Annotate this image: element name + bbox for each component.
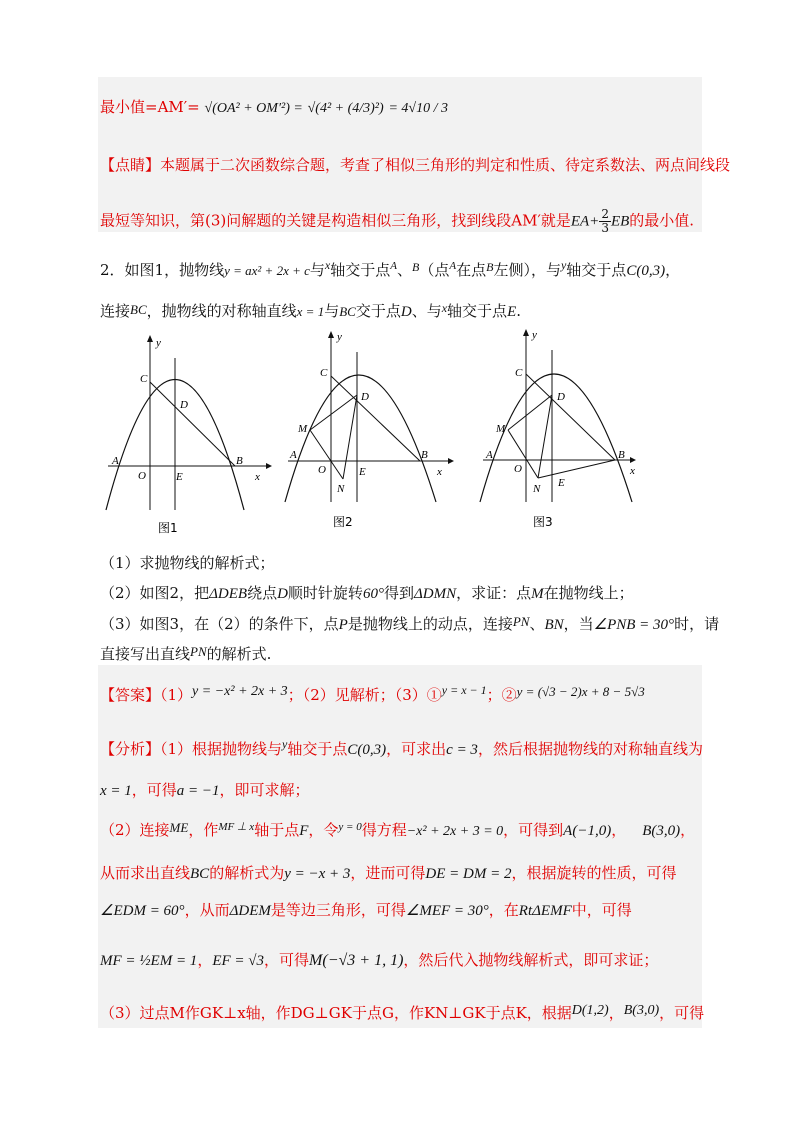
fig1-caption: 图1 [158, 521, 178, 535]
fig3-segment-mn [508, 430, 538, 478]
fig1-label-c: C [140, 373, 148, 385]
answer-parabola: y = −x² + 2x + 3 [192, 684, 288, 699]
fig2-label-o: O [318, 464, 326, 476]
analysis-text: 的解析式为 [209, 864, 285, 882]
fig2-segment-bc [331, 376, 420, 461]
point-b-coord: B(3,0) [642, 823, 681, 839]
problem-text: . [516, 302, 522, 320]
analysis-line-1 [100, 737, 703, 759]
comment-line-2-text: 最短等知识，第(3)问解题的关键是构造相似三角形，找到线段AM′就是 [100, 211, 571, 230]
fig1-segment-bc [150, 382, 235, 466]
point-c: C(0,3) [347, 742, 387, 758]
fig2-label-e: E [359, 466, 366, 478]
fig3-y-arrow [523, 329, 529, 336]
problem-line-1: 2．如图1，抛物线y = ax² + 2x + c与$^x$轴交于点$^A$、$^B$（点$^A$在点$^B$左侧），与$^y$轴交于点C(0,3)， [100, 258, 681, 279]
point-d: D [400, 304, 412, 320]
mf-eq: MF = ½EM = 1 [100, 953, 198, 969]
fig3-label-a: A [486, 449, 493, 461]
analysis-text: ，根据旋转的性质，可得 [511, 864, 677, 882]
point-m: M [531, 586, 544, 602]
de-dm-eq: DE = DM = 2 [425, 866, 512, 882]
fig2-label-d: D [361, 391, 369, 403]
analysis-text: ，可得 [659, 1004, 705, 1022]
problem-text: 交于点 [355, 302, 401, 320]
point-p: P [338, 617, 348, 633]
point-a: A [390, 260, 397, 272]
angle-pnb: ∠PNB = 30° [593, 617, 675, 633]
question-text: 得到 [383, 584, 414, 602]
analysis-text: ，从而 [184, 901, 230, 919]
figure-2 [285, 331, 454, 529]
c-value: c = 3 [446, 742, 478, 758]
answer-text: ；（2）见解析；（3）① [287, 686, 442, 704]
point-f: F [299, 823, 309, 839]
fig3-label-m: M [496, 423, 506, 435]
fig1-label-o: O [138, 470, 146, 482]
analysis-text: ，然后根据抛物线的对称轴直线为 [477, 740, 703, 758]
question-text: （2）如图2，把 [100, 584, 210, 602]
fig3-x-arrow [630, 457, 636, 463]
analysis-text: ，然后代入抛物线解析式，即可求证； [403, 951, 659, 969]
question-text: （3）如图3，在（2）的条件下，点 [100, 615, 339, 633]
question-text: 时，请 [674, 615, 720, 633]
problem-text: 轴交于点 [447, 302, 508, 320]
figure-1 [106, 335, 272, 535]
analysis-text: ，令 [308, 821, 339, 839]
analysis-text: 得方程 [361, 821, 407, 839]
var-y: y [282, 737, 288, 751]
comment-line-2-end: 的最小值. [629, 211, 695, 230]
fig3-segment-dm [508, 395, 552, 430]
analysis-text: 轴交于点 [287, 740, 348, 758]
angle-edm: ∠EDM = 60° [100, 903, 185, 919]
fig1-label-a: A [112, 455, 119, 467]
mf-perp-x: MF ⊥ x [218, 821, 255, 833]
fig3-label-b: B [618, 449, 625, 461]
comment-ea: EA+ [570, 213, 600, 230]
fig1-y-arrow [147, 335, 153, 342]
answer-text: ；② [486, 686, 517, 704]
question-3-cont [100, 643, 271, 664]
segment-me: ME [169, 820, 189, 835]
analysis-text: （3）过点M作GK⊥x轴，作DG⊥GK于点G，作KN⊥GK于点K，根据 [100, 1004, 572, 1022]
analysis-text: ，可得 [264, 951, 310, 969]
analysis-text: ，可得 [131, 781, 177, 799]
fig1-label-d: D [180, 399, 188, 411]
comment-eb: EB [610, 213, 630, 230]
fig2-label-a: A [290, 449, 297, 461]
fig3-segment-dn [538, 395, 552, 478]
problem-text: 、 [396, 261, 412, 279]
problem-text: （点 [419, 261, 450, 279]
fig3-label-x: x [630, 465, 635, 477]
fig3-parabola [480, 374, 632, 502]
answer-line-2: y = (√3 − 2)x + 8 − 5√3 [516, 684, 645, 699]
analysis-text: ， [608, 1004, 624, 1022]
fig2-label-n: N [337, 483, 345, 495]
question-text: 直接写出直线 [100, 645, 191, 663]
angle-mef: ∠MEF = 30° [405, 903, 489, 919]
fig2-segment-mn [310, 430, 343, 479]
min-value-formula-a: √(OA² + OM′²) = [204, 101, 303, 116]
fig3-label-d: D [557, 391, 565, 403]
analysis-text: （2）连接 [100, 821, 170, 839]
comment-line-1: 【点睛】本题属于二次函数综合题，考查了相似三角形的判定和性质、待定系数法、两点间线段 [100, 156, 731, 174]
fig3-label-o: O [514, 463, 522, 475]
analysis-line-2 [100, 779, 310, 800]
question-text: 、 [529, 615, 545, 633]
segment-bn: BN [544, 617, 564, 633]
fig3-segment-bc [526, 374, 615, 460]
point-a-coord: A(−1,0) [563, 823, 612, 839]
ef-eq: EF = √3 [212, 953, 265, 969]
problem-text: 、与 [411, 302, 442, 320]
analysis-text: ，在 [488, 901, 519, 919]
problem-text: ，抛物线的对称轴直线 [146, 302, 297, 320]
analysis-text: 轴于点 [254, 821, 300, 839]
fig2-label-x: x [437, 466, 442, 478]
min-value-line [100, 96, 448, 117]
analysis-line-6 [100, 949, 658, 970]
answer-label: 【答案】（1） [100, 686, 193, 704]
fig1-label-e: E [176, 471, 183, 483]
triangle-deb: ΔDEB [209, 586, 248, 602]
segment-pn: PN [190, 644, 207, 659]
fraction-two-thirds: $\frac{2}{3}$ [601, 207, 609, 235]
point-e: E [507, 304, 517, 320]
analysis-text: ，即可求解； [219, 781, 310, 799]
fig2-caption: 图2 [333, 515, 353, 529]
point-a: A [449, 260, 457, 272]
comment-line-2 [100, 208, 694, 235]
figures-svg [0, 320, 800, 545]
fig1-label-b: B [236, 455, 243, 467]
question-text: 的解析式. [206, 645, 272, 663]
analysis-line-4 [100, 862, 677, 883]
point-b: B [486, 260, 494, 274]
axis-eq: x = 1 [100, 783, 132, 799]
problem-text: 与 [309, 261, 325, 279]
problem-text: 左侧），与 [493, 261, 561, 279]
point-b: B [412, 260, 420, 274]
problem-text: 轴交于点 [566, 261, 627, 279]
question-3 [100, 613, 719, 634]
y-zero: y = 0 [338, 821, 362, 833]
analysis-text: ，可得到 [503, 821, 564, 839]
fig2-label-m: M [298, 423, 308, 435]
point-c: C(0,3) [626, 263, 666, 279]
min-value-formula-c: = 4√10 / 3 [388, 101, 448, 116]
fig3-segment-nb [538, 460, 615, 478]
fig2-segment-dn [343, 395, 357, 479]
analysis-line-3 [100, 819, 695, 840]
fig2-y-arrow [328, 331, 334, 338]
analysis-line-5 [100, 899, 632, 920]
answer-line-1: y = x − 1 [441, 683, 487, 697]
segment-bc: BC [190, 866, 210, 882]
segment-bc: BC [339, 304, 356, 319]
fig3-label-n: N [533, 483, 541, 495]
point-d-coord: D(1,2) [571, 1003, 609, 1018]
a-value: a = −1 [176, 783, 220, 799]
answer-line [100, 683, 645, 705]
analysis-text: 从而求出直线 [100, 864, 191, 882]
analysis-text: ，进而可得 [350, 864, 426, 882]
var-x: x [324, 258, 331, 272]
fig3-label-e: E [558, 477, 565, 489]
fig2-label-b: B [421, 449, 428, 461]
fig3-label-y: y [532, 329, 537, 341]
analysis-text: ， [197, 951, 213, 969]
question-1: （1）求抛物线的解析式； [100, 554, 275, 572]
problem-text: 轴交于点 [330, 261, 391, 279]
var-y: y [560, 258, 567, 272]
analysis-text: ，可求出 [386, 740, 447, 758]
analysis-text: 中，可得 [571, 901, 632, 919]
fig3-caption: 图3 [533, 515, 553, 529]
question-text: ，当 [563, 615, 594, 633]
analysis-text: ， [611, 821, 627, 839]
min-value-formula-b: √(4² + (4/3)²) [307, 101, 384, 116]
fig1-x-arrow [266, 463, 272, 469]
question-text: 绕点 [247, 584, 278, 602]
right-triangle-emf: RtΔEMF [518, 903, 572, 919]
var-x: x [441, 301, 448, 315]
quadratic-eq: −x² + 2x + 3 = 0 [406, 824, 504, 839]
fig2-x-arrow [448, 458, 454, 464]
triangle-dmn: ΔDMN [413, 586, 457, 602]
problem-text: 连接 [100, 302, 131, 320]
question-text: 是抛物线上的动点，连接 [347, 615, 513, 633]
angle-60: 60° [362, 586, 384, 602]
question-text: ，求证：点 [456, 584, 532, 602]
problem-text: 2．如图1，抛物线 [100, 261, 225, 279]
figure-3 [480, 329, 636, 529]
axis-line-eq: x = 1 [296, 304, 325, 319]
analysis-text: ，作 [188, 821, 219, 839]
segment-pn: PN [512, 614, 530, 629]
solution-box [98, 665, 705, 1028]
question-text: 顺时针旋转 [287, 584, 363, 602]
problem-text: 与 [324, 302, 340, 320]
question-text: 在抛物线上； [543, 584, 634, 602]
analysis-text: ， [680, 821, 696, 839]
question-2 [100, 582, 634, 603]
analysis-line-7 [100, 1002, 704, 1023]
fig1-label-y: y [156, 337, 161, 349]
segment-bc: BC [130, 302, 147, 317]
triangle-dem: ΔDEM [229, 903, 271, 919]
problem-text: 在点 [456, 261, 487, 279]
fig2-label-c: C [320, 367, 328, 379]
fig1-label-x: x [255, 471, 260, 483]
fig2-label-y: y [337, 331, 342, 343]
point-d: D [277, 586, 288, 602]
parabola-equation: y = ax² + 2x + c [224, 263, 310, 278]
analysis-text: 【分析】（1）根据抛物线与 [100, 740, 283, 758]
fig3-label-c: C [515, 367, 523, 379]
problem-line-2 [100, 300, 521, 321]
line-bc-eq: y = −x + 3 [284, 866, 351, 882]
fig2-segment-dm [310, 395, 357, 430]
point-b-coord: B(3,0) [623, 1003, 660, 1018]
point-m-coord: M(−√3 + 1, 1) [309, 952, 404, 969]
min-value-label: 最小值=AM′= [100, 98, 200, 116]
analysis-text: 是等边三角形，可得 [270, 901, 406, 919]
